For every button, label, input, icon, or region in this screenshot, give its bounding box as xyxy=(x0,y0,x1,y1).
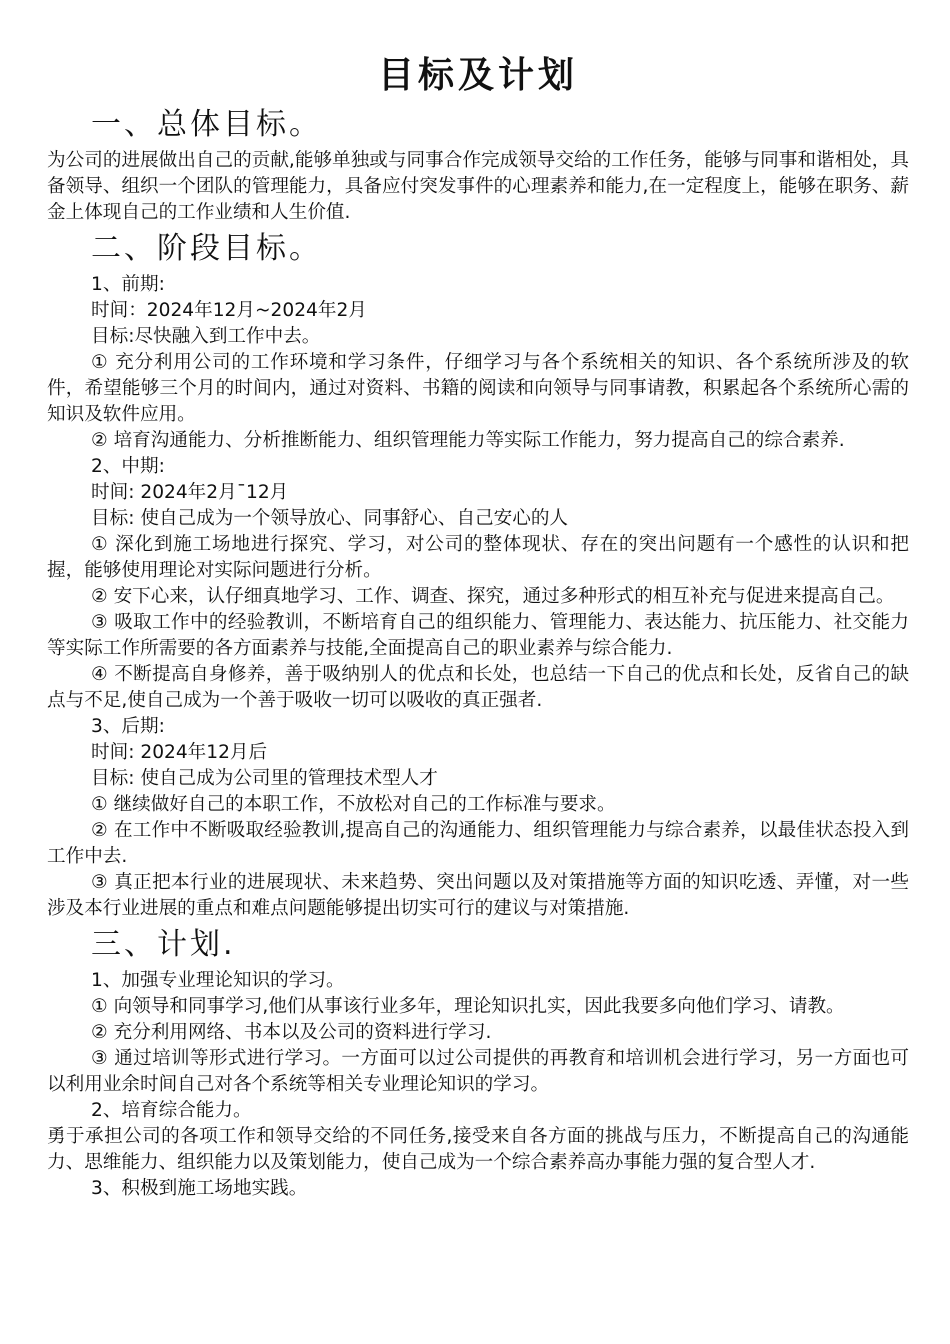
paragraph: ② 在工作中不断吸取经验教训,提高自己的沟通能力、组织管理能力与综合素养，以最佳状态投入到工作中去. xyxy=(47,820,909,867)
paragraph: ③ 通过培训等形式进行学习。一方面可以过公司提供的再教育和培训机会进行学习，另一方面也可以利用业余时间自己对各个系统等相关专业理论知识的学习。 xyxy=(47,1048,909,1095)
document-title: 目标及计划 xyxy=(377,55,578,96)
paragraph: 时间：2024年12月~2024年2月 xyxy=(91,300,367,321)
paragraph: 勇于承担公司的各项工作和领导交给的不同任务,接受来自各方面的挑战与压力，不断提高自己的沟通能力、思维能力、组织能力以及策划能力，使自己成为一个综合素养高办事能力强的复合型人才. xyxy=(47,1126,909,1173)
paragraph: 1、加强专业理论知识的学习。 xyxy=(91,970,345,991)
paragraph: 时间: 2024年2月¯12月 xyxy=(91,482,289,503)
section-heading-plan: 三、计划. xyxy=(91,927,236,962)
paragraph: ③ 真正把本行业的进展现状、未来趋势、突出问题以及对策措施等方面的知识吃透、弄懂，对一些涉及本行业进展的重点和难点问题能够提出切实可行的建议与对策措施. xyxy=(47,872,909,919)
paragraph: ② 充分利用网络、书本以及公司的资料进行学习. xyxy=(91,1022,492,1043)
paragraph: 时间: 2024年12月后 xyxy=(91,742,268,763)
section-heading-overall-goal: 一、总体目标。 xyxy=(91,107,322,142)
paragraph: 3、后期: xyxy=(91,716,165,737)
paragraph: ① 继续做好自己的本职工作，不放松对自己的工作标准与要求。 xyxy=(91,794,616,815)
paragraph: ④ 不断提高自身修养，善于吸纳别人的优点和长处，也总结一下自己的优点和长处，反省自己的缺点与不足,使自己成为一个善于吸收一切可以吸收的真正强者. xyxy=(47,664,909,711)
paragraph: 2、培育综合能力。 xyxy=(91,1100,252,1121)
paragraph: 目标:尽快融入到工作中去。 xyxy=(91,326,321,347)
paragraph: ② 培育沟通能力、分析推断能力、组织管理能力等实际工作能力，努力提高自己的综合素养. xyxy=(91,430,845,451)
paragraph: 2、中期: xyxy=(91,456,165,477)
paragraph: 目标: 使自己成为一个领导放心、同事舒心、自己安心的人 xyxy=(91,508,569,529)
paragraph: ③ 吸取工作中的经验教训，不断培育自己的组织能力、管理能力、表达能力、抗压能力、社交能力等实际工作所需要的各方面素养与技能,全面提高自己的职业素养与综合能力. xyxy=(47,612,909,659)
paragraph-overall-goal: 为公司的进展做出自己的贡献,能够单独或与同事合作完成领导交给的工作任务，能够与同事和谐相处，具备领导、组织一个团队的管理能力，具备应付突发事件的心理素养和能力,在一定程度上，能够在职务、薪金上体现自己的工作业绩和人生价值. xyxy=(47,150,909,223)
paragraph: ① 深化到施工场地进行探究、学习，对公司的整体现状、存在的突出问题有一个感性的认识和把握，能够使用理论对实际问题进行分析。 xyxy=(47,534,909,581)
document-page xyxy=(47,0,909,1202)
paragraph: ① 向领导和同事学习,他们从事该行业多年，理论知识扎实，因此我要多向他们学习、请教。 xyxy=(91,996,845,1017)
paragraph: 3、积极到施工场地实践。 xyxy=(91,1178,308,1199)
section-heading-stage-goals: 二、阶段目标。 xyxy=(91,231,322,266)
paragraph: ① 充分利用公司的工作环境和学习条件，仔细学习与各个系统相关的知识、各个系统所涉及的软件，希望能够三个月的时间内，通过对资料、书籍的阅读和向领导与同事请教，积累起各个系统所心需的知识及软件应用。 xyxy=(47,352,909,425)
paragraph: ② 安下心来，认仔细真地学习、工作、调查、探究，通过多种形式的相互补充与促进来提高自己。 xyxy=(91,586,895,607)
paragraph: 1、前期: xyxy=(91,274,165,295)
paragraph: 目标: 使自己成为公司里的管理技术型人才 xyxy=(91,768,438,789)
